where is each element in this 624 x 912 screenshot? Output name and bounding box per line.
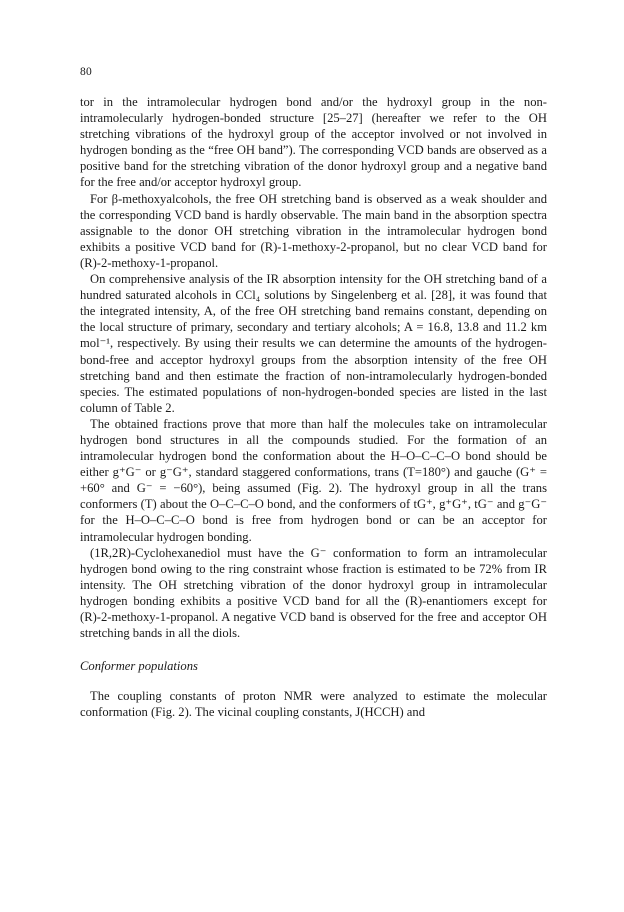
paragraph: The coupling constants of proton NMR were analyzed to estimate the molecular conformation (Fig. 2). The vicinal coupling constants, J(HCCH) and — [80, 689, 547, 720]
paragraph: tor in the intramolecular hydrogen bond and/or the hydroxyl group in the non-intramolecularly hydrogen-bonded structure [25–27] (hereafter we refer to the OH stretching vibrations of the hydroxyl group of the acceptor involved or not involved in hydrogen bonding as the “free OH band”). The corresponding VCD bands are observed as a positive band for the stretching vibration of the donor hydroxyl group and a negative band for the free and/or acceptor hydroxyl group. — [80, 95, 547, 190]
section-heading: Conformer populations — [80, 659, 198, 674]
paragraph: On comprehensive analysis of the IR absorption intensity for the OH stretching band of a hundred saturated alcohols in CCl₄ solutions by Singelenberg et al. [28], it was found that the integrated intensity, A, of the free OH stretching band remains constant, depending on the local structure of primary, secondary and tertiary alcohols; A = 16.8, 13.8 and 11.2 km mol⁻¹, respectively. By using their results we can determine the amounts of the hydrogen-bond-free and acceptor hydroxyl groups from the absorption intensity of the free OH stretching band and then estimate the fraction of non-intramolecularly hydrogen-bonded species. The estimated populations of non-hydrogen-bonded species are listed in the last column of Table 2. — [80, 272, 547, 415]
text-body — [80, 94, 547, 720]
page-number: 80 — [80, 66, 92, 78]
paragraph: (1R,2R)-Cyclohexanediol must have the G⁻ conformation to form an intramolecular hydrogen bond owing to the ring constraint whose fraction is estimated to be 72% from IR intensity. The OH stretching vibration of the donor hydroxyl group in intramolecular hydrogen bonding exhibits a positive VCD band for all the (R)-enantiomers except for (R)-2-methoxy-1-propanol. A negative VCD band is observed for the free and acceptor OH stretching bands in all the diols. — [80, 545, 547, 641]
paragraph: For β-methoxyalcohols, the free OH stretching band is observed as a weak shoulder and the corresponding VCD band is hardly observable. The main band in the absorption spectra assignable to the donor OH stretching vibration in the intramolecular hydrogen bond exhibits a positive VCD band for (R)-1-methoxy-2-propanol, but no clear VCD band for (R)-2-methoxy-1-propanol. — [80, 191, 547, 270]
paragraph: The obtained fractions prove that more than half the molecules take on intramolecular hydrogen bond structures in all the compounds studied. For the formation of an intramolecular hydrogen bond the conformation about the H–O–C–C–O bond should be either g⁺G⁻ or g⁻G⁺, standard staggered conformations, trans (T=180°) and gauche (G⁺ = +60° and G⁻ = −60°), being assumed (Fig. 2). The hydroxyl group in all the trans conformers (T) about the O–C–C–O bond, and the conformers of tG⁺, g⁺G⁺, tG⁻ and g⁻G⁻ for the H–O–C–C–O bond is free from hydrogen bond or can be an acceptor for intramolecular hydrogen bonding. — [80, 416, 547, 544]
